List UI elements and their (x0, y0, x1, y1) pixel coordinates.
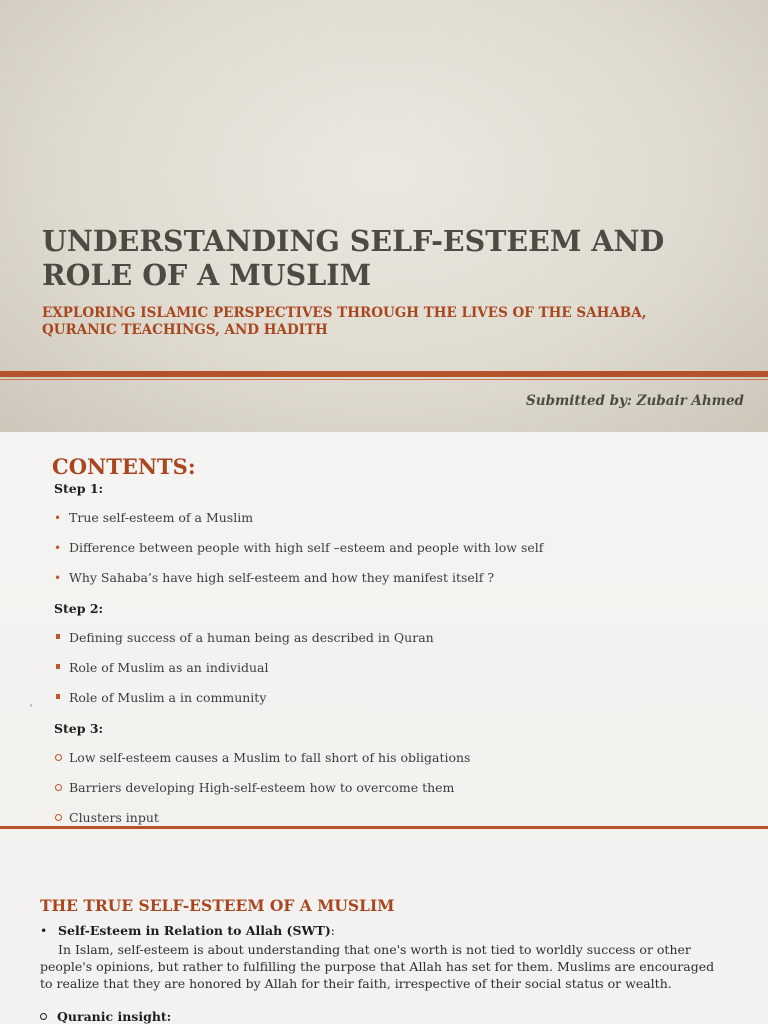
accent-bar (0, 371, 768, 377)
square-bullet-icon (54, 690, 69, 705)
dot-bullet-icon (54, 540, 69, 555)
presentation-title: UNDERSTANDING SELF-ESTEEM AND ROLE OF A MUSLIM (42, 224, 665, 292)
sub-point-label: Quranic insight: (57, 1009, 172, 1024)
contents-item (54, 660, 268, 675)
contents-item (54, 510, 253, 525)
step-label-2: Step 2: (54, 601, 104, 616)
contents-item-text: Defining success of a human being as described in Quran (69, 630, 434, 645)
contents-item-text: True self-esteem of a Muslim (69, 510, 254, 525)
texture-speck (30, 704, 32, 707)
sub-point (40, 1009, 171, 1024)
key-point (40, 923, 335, 938)
presentation-subtitle: EXPLORING ISLAMIC PERSPECTIVES THROUGH THE LIVES OF THE SAHABA, QURANIC TEACHINGS, AND HADITH (42, 305, 647, 338)
square-bullet-icon (54, 630, 69, 645)
contents-item (54, 690, 266, 705)
contents-item-text: Clusters input (69, 810, 159, 825)
contents-item (54, 570, 494, 585)
contents-slide (0, 432, 768, 840)
contents-item-text: Role of Muslim as an individual (69, 660, 269, 675)
contents-item-text: Role of Muslim a in community (69, 690, 267, 705)
body-paragraph: In Islam, self-esteem is about understanding that one's worth is not tied to worldly success or other people's opinions, but rather to fulfilling the purpose that Allah has set for them. Muslims are encouraged to realize that they are honored by Allah for their faith, irrespective of their social status or wealth. (40, 942, 715, 991)
circle-bullet-icon (54, 810, 69, 825)
circle-bullet-icon (54, 750, 69, 765)
circle-bullet-icon (40, 1013, 47, 1020)
dot-bullet-icon (54, 510, 69, 525)
bullet-icon: • (40, 923, 48, 938)
title-slide (0, 0, 768, 432)
accent-bar-thin (0, 379, 768, 380)
step-label-3: Step 3: (54, 721, 104, 736)
slide-divider (0, 826, 768, 829)
dot-bullet-icon (54, 570, 69, 585)
key-point-suffix: : (330, 923, 335, 938)
contents-item-text: Barriers developing High-self-esteem how to overcome them (69, 780, 455, 795)
contents-item-text: Why Sahaba’s have high self-esteem and how they manifest itself ? (69, 570, 495, 585)
contents-item (54, 780, 454, 795)
key-point-title: Self-Esteem in Relation to Allah (SWT) (58, 923, 331, 938)
contents-item (54, 750, 470, 765)
section-heading: THE TRUE SELF-ESTEEM OF A MUSLIM (40, 896, 395, 915)
contents-item (54, 810, 159, 825)
contents-item-text: Low self-esteem causes a Muslim to fall short of his obligations (69, 750, 471, 765)
contents-heading: CONTENTS: (52, 454, 196, 479)
square-bullet-icon (54, 660, 69, 675)
contents-item-text: Difference between people with high self –esteem and people with low self (69, 540, 544, 555)
step-label-1: Step 1: (54, 481, 104, 496)
contents-item (54, 630, 434, 645)
submitted-by: Submitted by: Zubair Ahmed (526, 393, 744, 409)
contents-item (54, 540, 543, 555)
self-esteem-slide (0, 840, 768, 1024)
circle-bullet-icon (54, 780, 69, 795)
